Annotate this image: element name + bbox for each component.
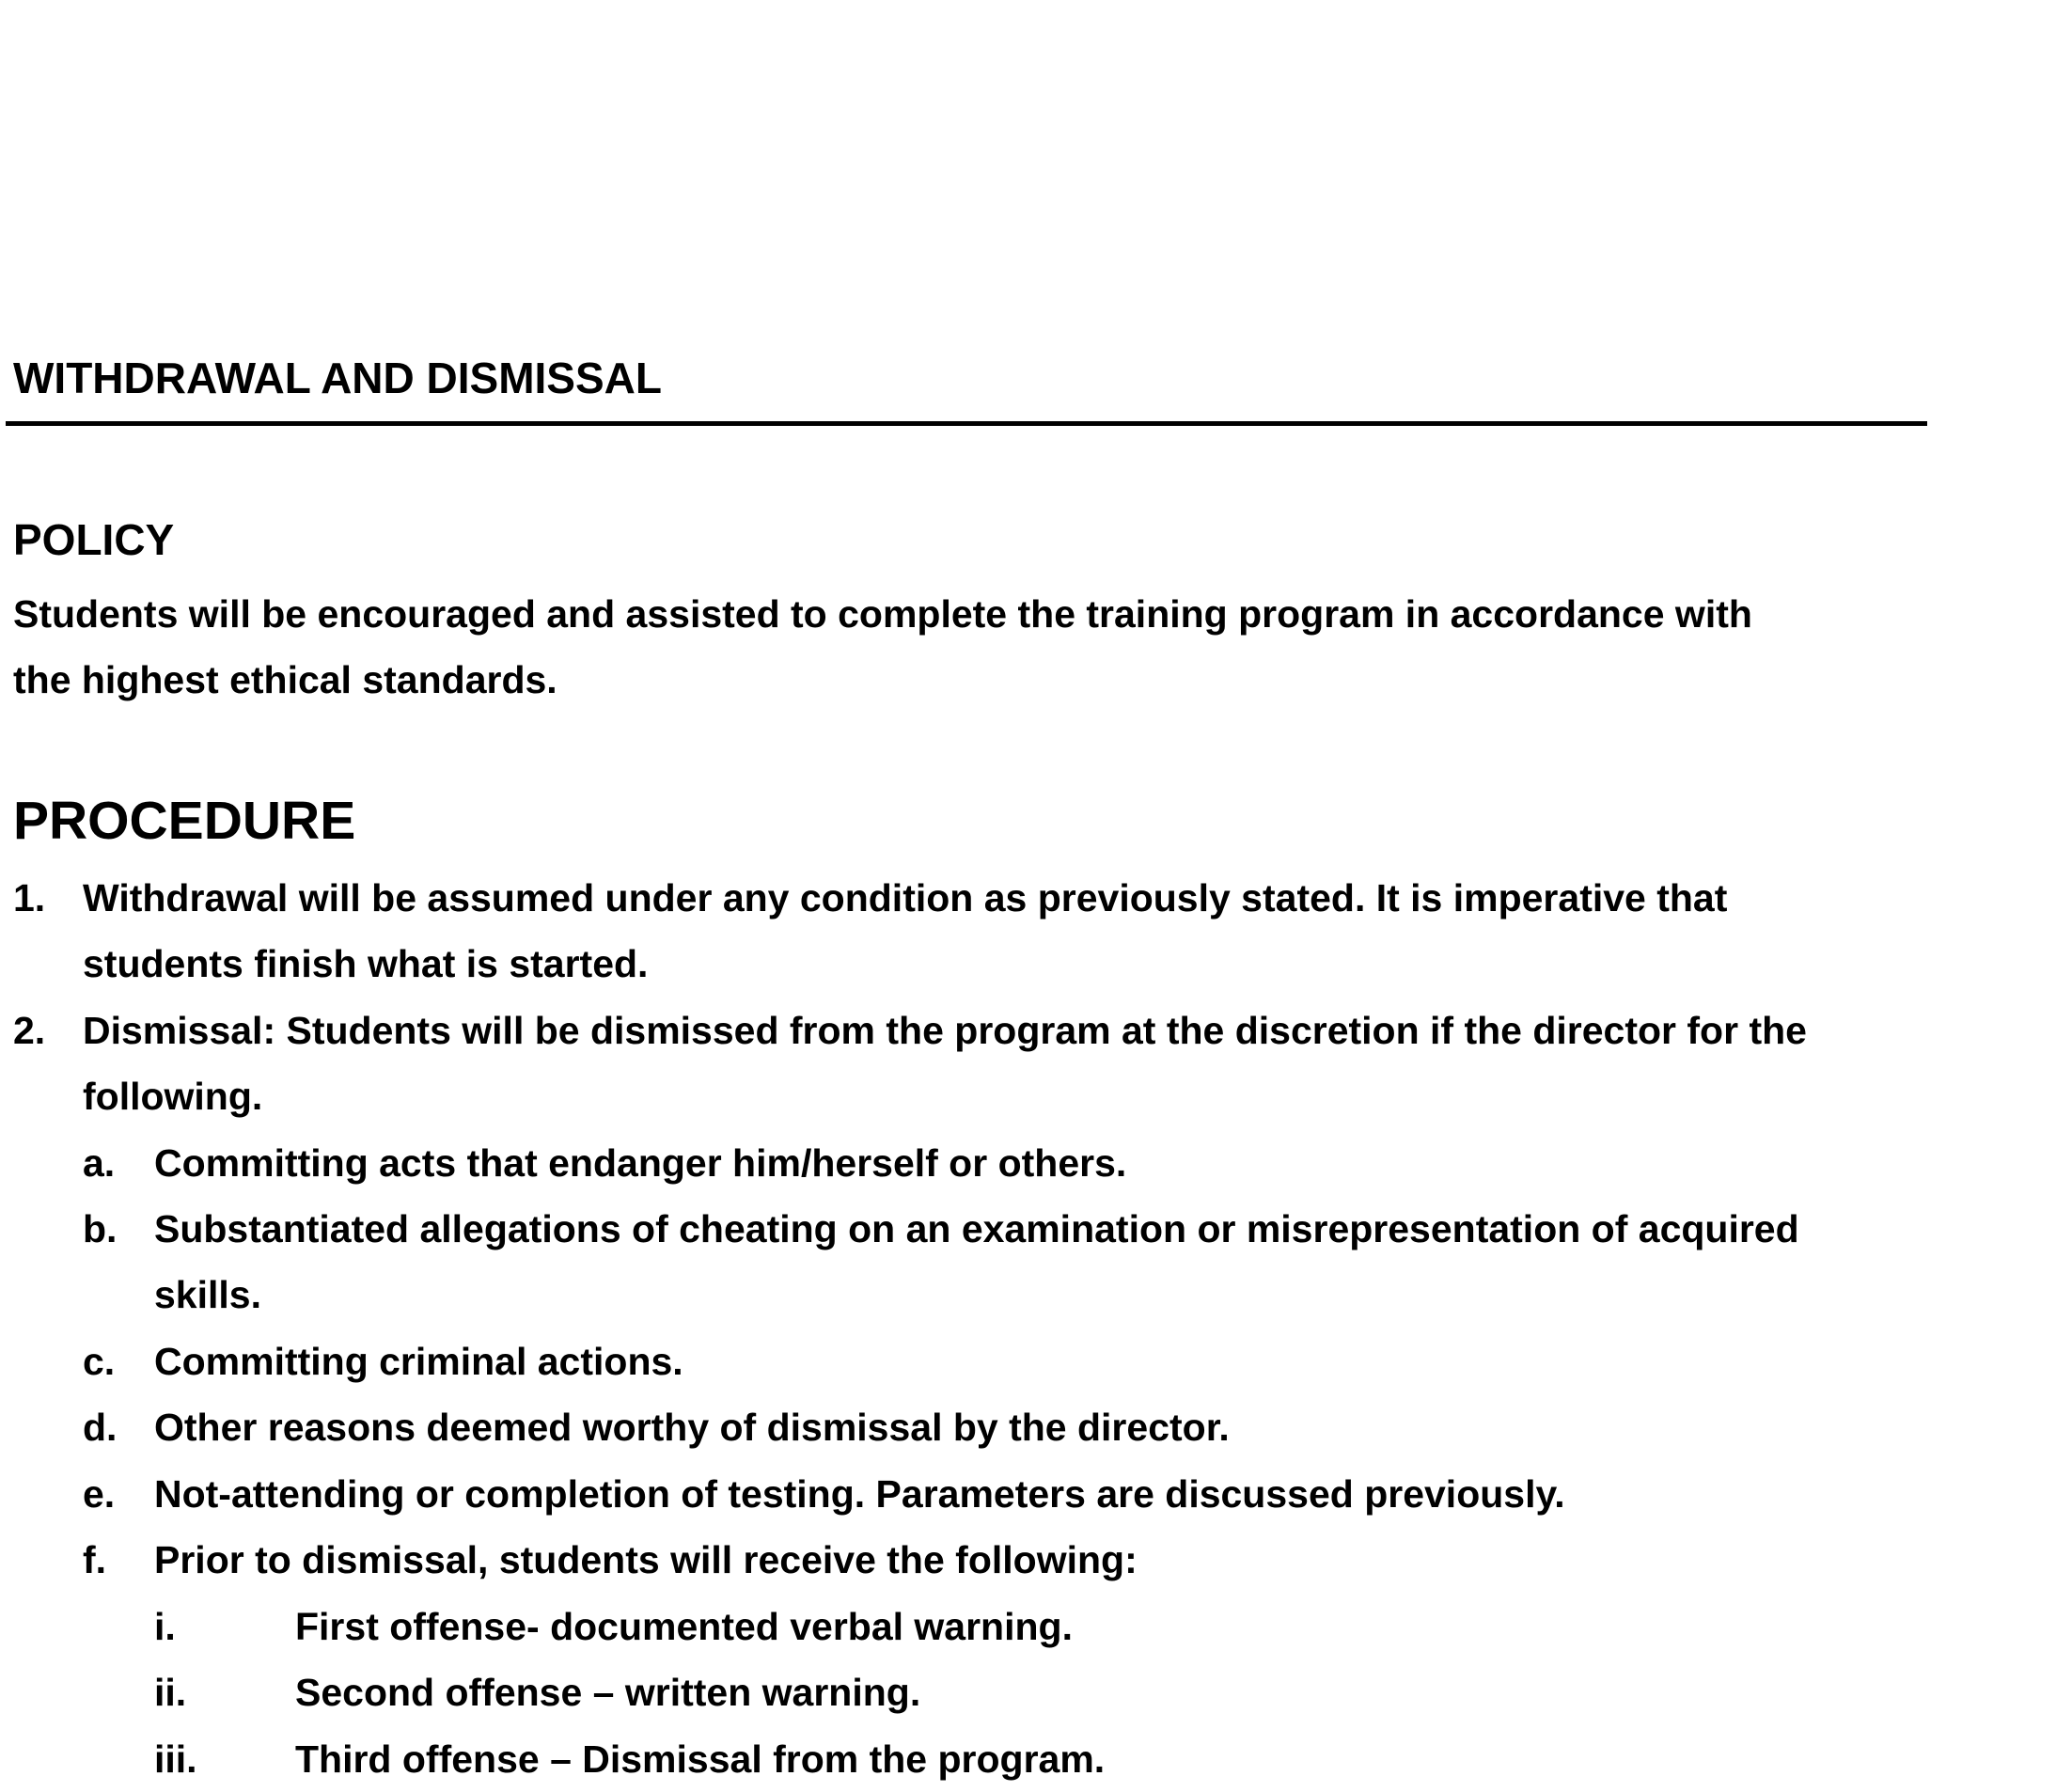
policy-line-1: Students will be encouraged and assisted to complete the training program in accordance with xyxy=(13,592,1752,636)
item-1-line-1: Withdrawal will be assumed under any condition as previously stated. It is imperative that xyxy=(83,876,1728,920)
subitem-c-text: Committing criminal actions. xyxy=(154,1340,683,1383)
step-i-marker: i. xyxy=(154,1605,176,1648)
policy-line-2: the highest ethical standards. xyxy=(13,658,557,701)
step-iii-text: Third offense – Dismissal from the program. xyxy=(295,1737,1106,1781)
procedure-heading: PROCEDURE xyxy=(13,791,356,851)
subitem-c-marker: c. xyxy=(83,1340,116,1383)
title-divider xyxy=(6,421,1927,426)
subitem-a-marker: a. xyxy=(83,1141,116,1185)
policy-heading: POLICY xyxy=(13,515,175,564)
policy-text xyxy=(13,581,1752,713)
subitem-e-text: Not-attending or completion of testing. Parameters are discussed previously. xyxy=(154,1472,1565,1516)
subitem-f-text: Prior to dismissal, students will receive the following: xyxy=(154,1538,1138,1581)
step-i-text: First offense- documented verbal warning. xyxy=(295,1605,1073,1648)
subitem-b-marker: b. xyxy=(83,1207,118,1250)
item-2-marker: 2. xyxy=(13,1009,46,1052)
document-title: WITHDRAWAL AND DISMISSAL xyxy=(13,354,662,402)
subitem-d-text: Other reasons deemed worthy of dismissal by the director. xyxy=(154,1406,1230,1449)
subitem-d-marker: d. xyxy=(83,1406,118,1449)
item-1-line-2: students finish what is started. xyxy=(83,942,649,985)
item-2-line-2: following. xyxy=(83,1075,263,1118)
item-2-line-1: Dismissal: Students will be dismissed from the program at the discretion if the director for the xyxy=(83,1009,1807,1052)
subitem-b-line-2: skills. xyxy=(154,1273,261,1316)
subitem-f-marker: f. xyxy=(83,1538,107,1581)
step-iii-marker: iii. xyxy=(154,1737,197,1781)
item-1-marker: 1. xyxy=(13,876,46,920)
subitem-b-line-1: Substantiated allegations of cheating on an examination or misrepresentation of acquired xyxy=(154,1207,1799,1250)
step-ii-text: Second offense – written warning. xyxy=(295,1671,921,1714)
step-ii-marker: ii. xyxy=(154,1671,187,1714)
subitem-a-text: Committing acts that endanger him/herself or others. xyxy=(154,1141,1127,1185)
subitem-e-marker: e. xyxy=(83,1472,116,1516)
